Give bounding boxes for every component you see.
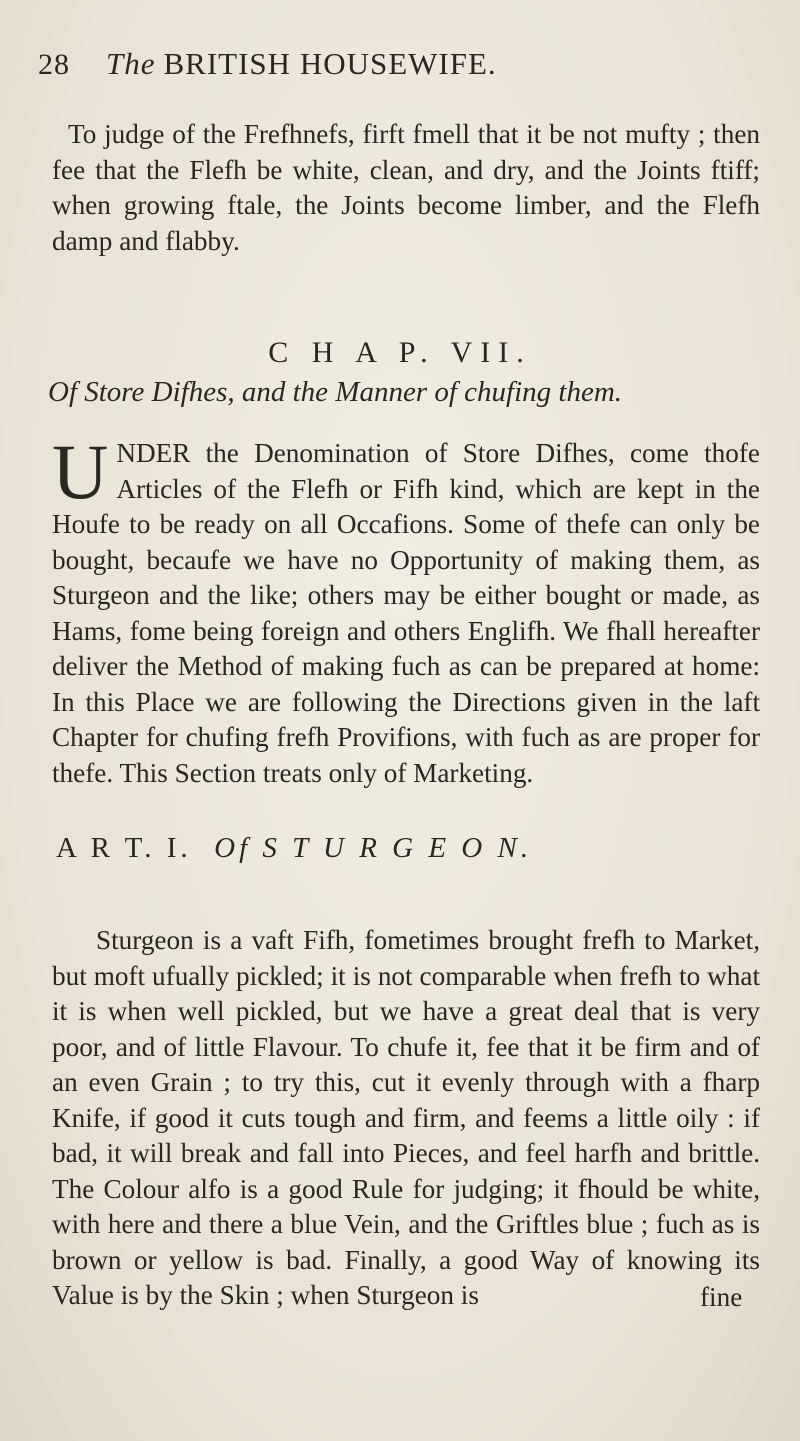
chapter-intro-paragraph bbox=[52, 428, 760, 791]
page-number: 28 bbox=[38, 48, 70, 81]
paragraph-sturgeon: Sturgeon is a vaft Fifh, fometimes brought frefh to Market, but moft ufually pickled; it is not comparable when frefh to what it is when well pickled, but we have a great deal that is very poor, and of little Flavour. To chufe it, fee that it be firm and of an even Grain ; to try this, cut it evenly through with a fharp Knife, if good it cuts tough and firm, and feems a little oily : if bad, it will break and fall into Pieces, and feel harfh and brittle. The Colour alfo is a good Rule for judging; it fhould be white, with here and there a blue Vein, and the Griftles blue ; fuch as is brown or yellow is bad. Finally, a good Way of knowing its Value is by the Skin ; when Sturgeon is bbox=[52, 925, 760, 1311]
paragraph-freshness: To judge of the Frefhnefs, firft fmell that it be not mufty ; then fee that the Flefh be white, clean, and dry, and the Joints ftiff; when growing ftale, the Joints become limber, and the Flefh damp and flabby. bbox=[52, 119, 760, 256]
article-heading bbox=[56, 832, 756, 865]
running-head bbox=[38, 46, 778, 90]
article-label: A R T. I. bbox=[56, 832, 192, 864]
running-head-title: BRITISH HOUSEWIFE. bbox=[163, 46, 497, 81]
running-head-prefix: The bbox=[106, 46, 156, 81]
chapter-subtitle: Of Store Difhes, and the Manner of chufing them. bbox=[48, 376, 623, 408]
article-title: Of S T U R G E O N. bbox=[214, 832, 533, 864]
catchword: fine bbox=[700, 1282, 743, 1312]
chapter-intro-text: NDER the Denomination of Store Difhes, come thofe Articles of the Flefh or Fifh kind, which are kept in the Houfe to be ready on all Occafions. Some of thefe can only be bought, becaufe we have no Opportunity of making them, as Sturgeon and the like; others may be either bought or made, as Hams, fome being foreign and others Englifh. We fhall hereafter deliver the Method of making fuch as can be prepared at home: In this Place we are following the Directions given in the laft Chapter for chufing frefh Provifions, with fuch as are proper for thefe. This Section treats only of Marketing. bbox=[52, 438, 760, 788]
chapter-heading: C H A P. VII. bbox=[268, 336, 532, 369]
drop-cap: U bbox=[52, 428, 109, 515]
